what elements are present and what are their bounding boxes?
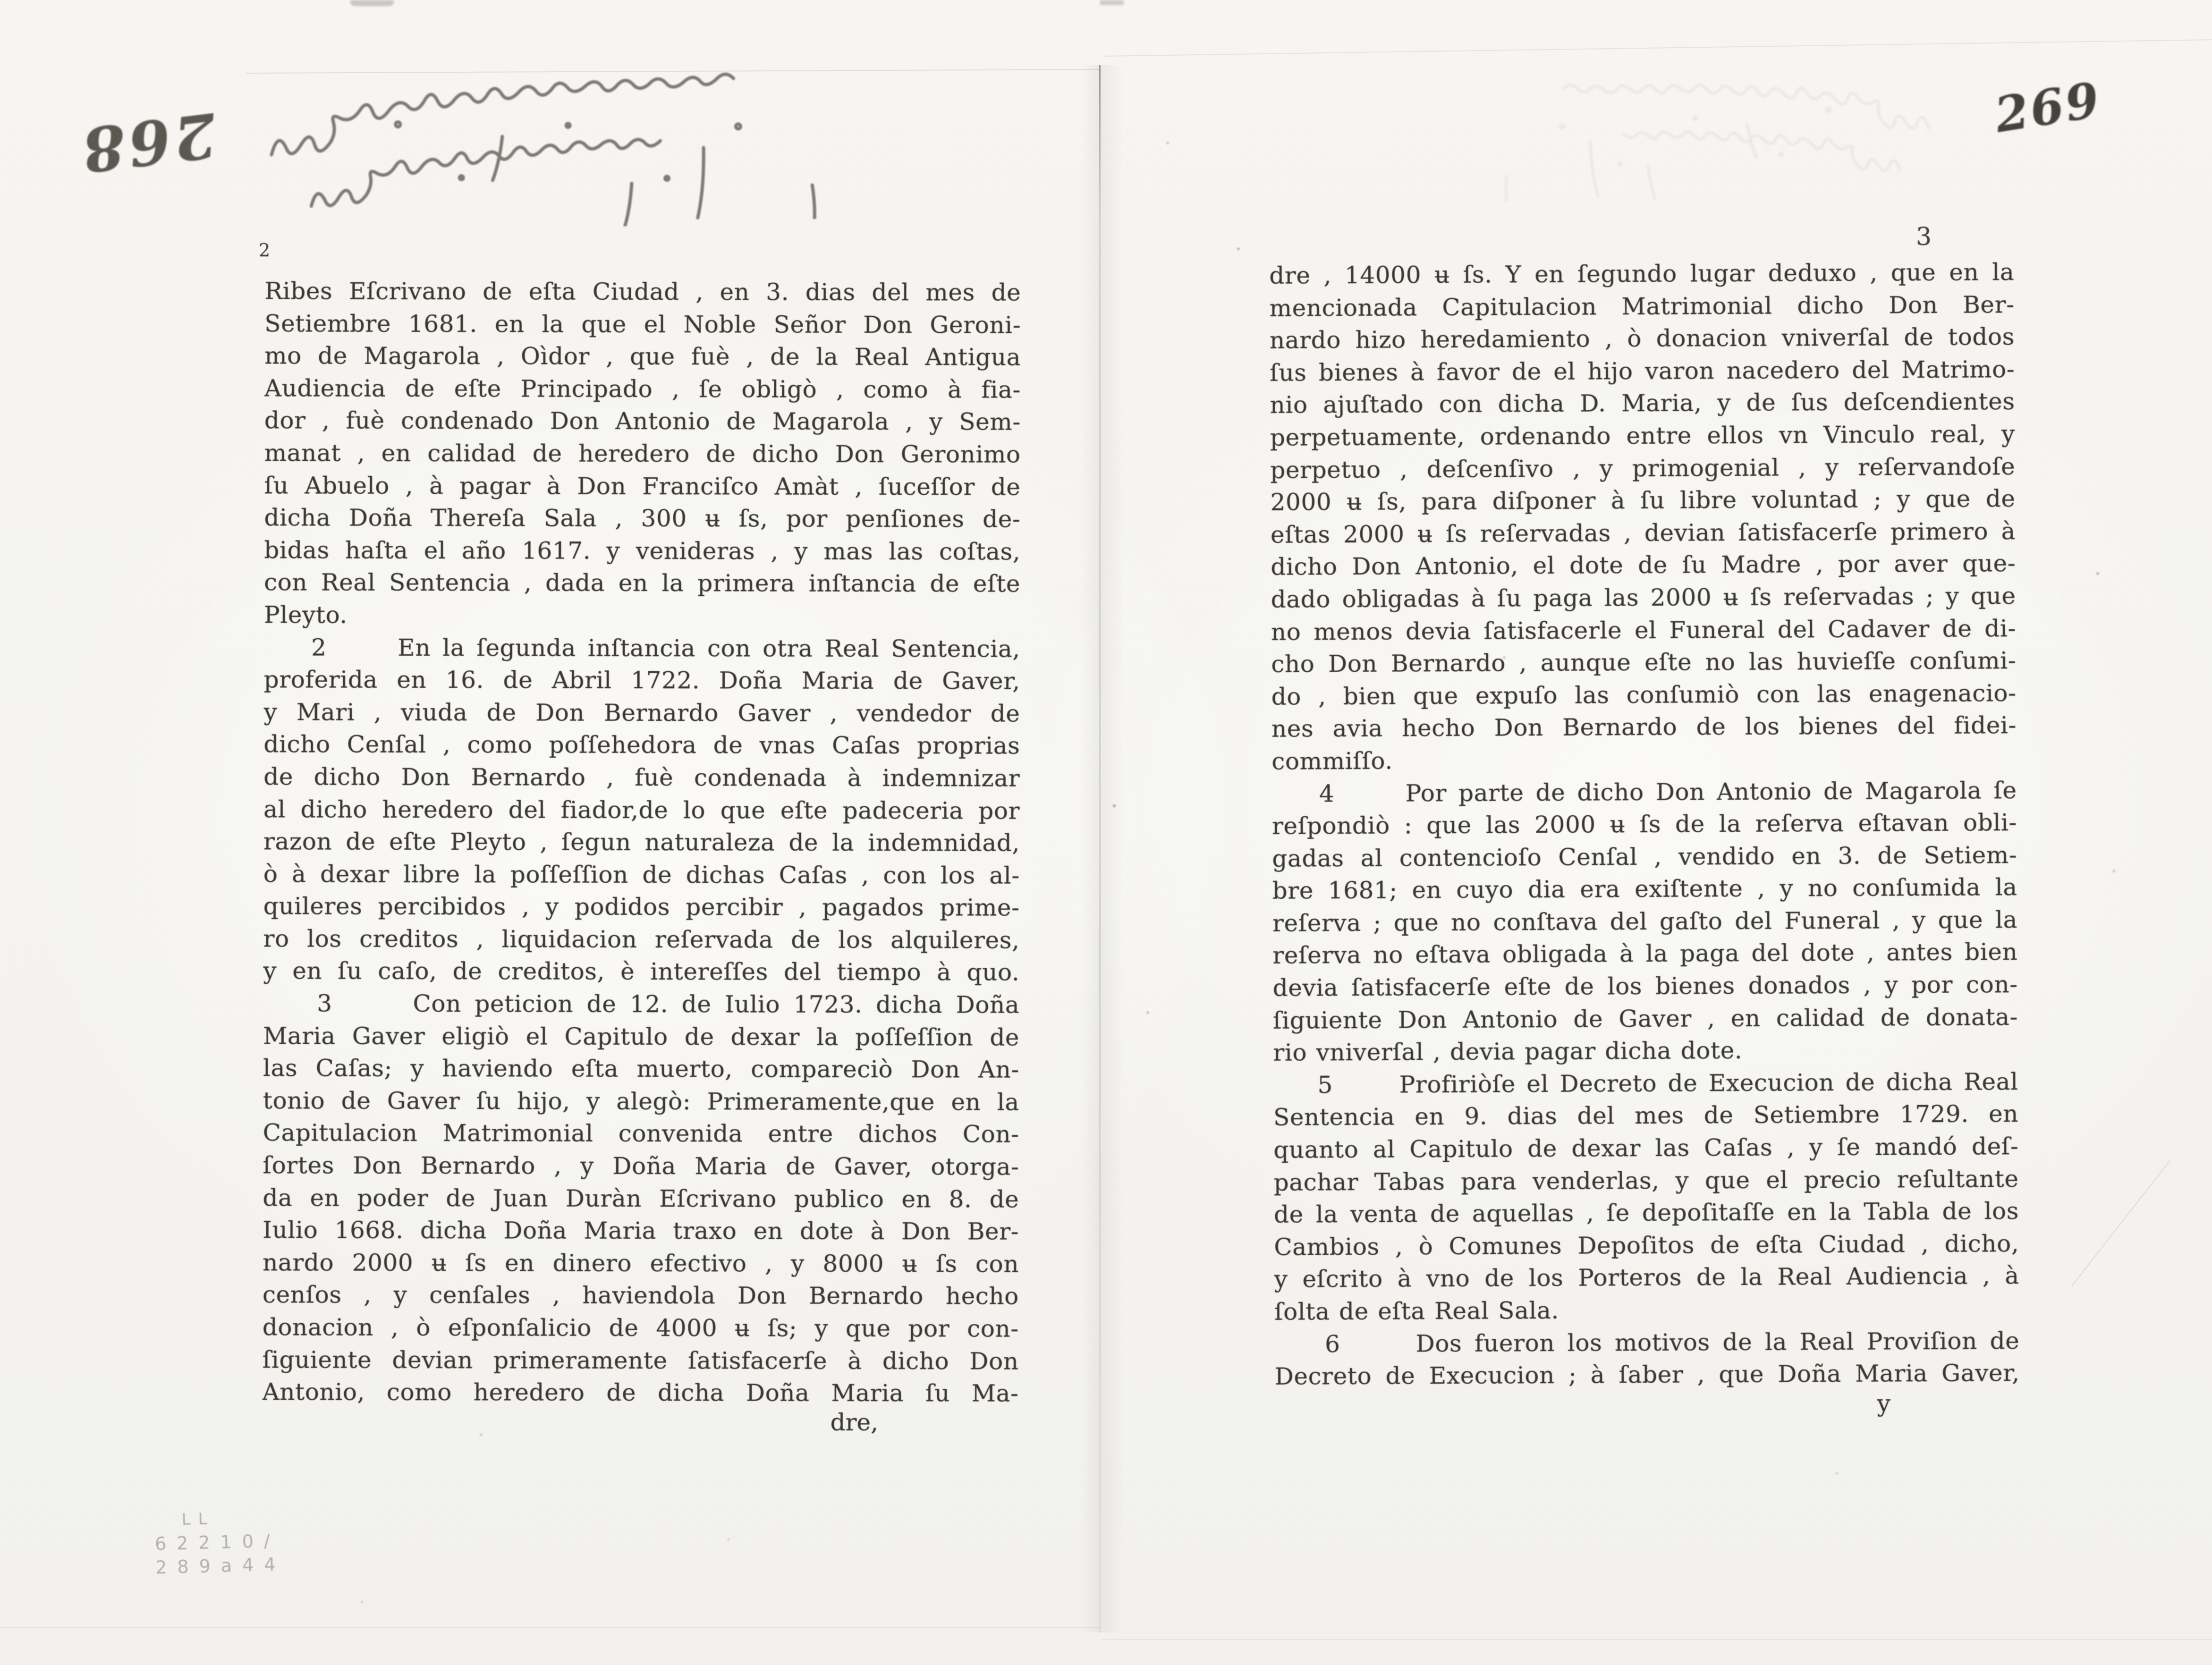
left-page-catchword: dre, — [830, 1409, 878, 1436]
text-line: do , bien que expuſo las conſumiò con las enagenacio- — [1271, 679, 2017, 710]
text-line: Maria Gaver eligiò el Capitulo de dexar la poſſeſſion de — [263, 1022, 1020, 1051]
text-line: y Mari , viuda de Don Bernardo Gaver , vendedor de — [263, 698, 1020, 727]
ink-specks — [0, 0, 3, 3]
handwriting-ghost — [1269, 72, 1956, 206]
right-page-text-block — [1269, 256, 2020, 1393]
text-line: rio vniverſal , devia pagar dicha dote. — [1273, 1037, 1743, 1067]
text-line: mencionada Capitulacion Matrimonial dicho Don Ber- — [1269, 290, 2015, 322]
text-line: Cambios , ò Comunes Depoſitos de eſta Ciudad , dicho, — [1274, 1229, 2019, 1261]
text-line: cho Don Bernardo , aunque eſte no las huvieſſe conſumi- — [1271, 647, 2017, 678]
text-line: perpetuo , deſcenſivo , y primogenial , y reſervandoſe — [1270, 452, 2016, 484]
text-line: Capitulacion Matrimonial convenida entre dichos Con- — [263, 1119, 1019, 1149]
text-line: gadas al contencioſo Cenſal , vendido en 3. de Setiem- — [1272, 841, 2017, 872]
text-line: de la venta de aquellas , ſe depoſitaſſe en la Tabla de los — [1273, 1197, 2019, 1229]
text-line: 2000 ʉ ſs, para diſponer à ſu libre voluntad ; y que de — [1270, 485, 2016, 516]
text-line: las Caſas; y haviendo eſta muerto, compareciò Don An- — [263, 1054, 1020, 1083]
text-line: Sentencia en 9. dias del mes de Setiembre 1729. en — [1273, 1100, 2019, 1132]
text-line: ſiguiente Don Antonio de Gaver , en calidad de donata- — [1272, 1003, 2018, 1034]
text-line: con Real Sentencia , dada en la primera inſtancia de eſte — [264, 568, 1021, 598]
scan-edge-mark — [1100, 0, 1124, 5]
text-line: cenſos , y cenſales , haviendola Don Bernardo hecho — [262, 1281, 1019, 1310]
scan-edge-mark — [350, 0, 394, 6]
text-line: donacion , ò eſponſalicio de 4000 ʉ ſs; y que por con- — [262, 1313, 1019, 1343]
paper-crease — [2072, 1159, 2171, 1286]
text-line: pachar Tabas para venderlas, y que el precio reſultante — [1273, 1165, 2019, 1196]
left-page-text-block — [262, 275, 1021, 1410]
text-line: bidas haſta el año 1617. y venideras , y mas las coſtas, — [264, 536, 1021, 566]
page-top-edge-right — [1103, 39, 2212, 57]
page-bottom-edge-left — [0, 1627, 1100, 1628]
text-line: Audiencia de eſte Principado , ſe obligò , como à fia- — [264, 374, 1021, 404]
text-line: dado obligadas à ſu paga las 2000 ʉ ſs reſervadas ; y que — [1271, 582, 2016, 613]
text-line: dre , 14000 ʉ ſs. Y en ſegundo lugar deduxo , que en la — [1269, 258, 2015, 289]
text-line: 5 Profiriòſe el Decreto de Execucion de dicha Real — [1273, 1067, 2018, 1099]
text-line: nio ajuſtado con dicha D. Maria, y de ſus deſcendientes — [1270, 388, 2015, 419]
text-line: commiſſo. — [1271, 747, 1393, 775]
gutter-shadow — [1081, 65, 1124, 1632]
text-line: 2 En la ſegunda inſtancia con otra Real Sentencia, — [263, 633, 1020, 663]
text-line: y eſcrito à vno de los Porteros de la Real Audiencia , à — [1274, 1262, 2019, 1293]
text-line: razon de eſte Pleyto , ſegun naturaleza de la indemnidad, — [263, 828, 1020, 857]
text-line: bre 1681; en cuyo dia era exiſtente , y no conſumida la — [1272, 873, 2017, 905]
text-line: dor , fuè condenado Don Antonio de Magarola , y Sem- — [264, 406, 1021, 436]
text-line: al dicho heredero del fiador,de lo que eſte padeceria por — [263, 795, 1020, 825]
text-line: ſus bienes à favor de el hijo varon nacedero del Matrimo- — [1270, 355, 2015, 387]
text-line: manat , en calidad de heredero de dicho Don Geronimo — [264, 439, 1021, 468]
text-line: ò à dexar libre la poſſeſſion de dichas Caſas , con los al- — [263, 860, 1020, 889]
text-line: devia ſatisfacerſe eſte de los bienes donados , y por con- — [1272, 971, 2018, 1002]
text-line: 3 Con peticion de 12. de Iulio 1723. dicha Doña — [263, 989, 1020, 1019]
text-line: Iulio 1668. dicha Doña Maria traxo en dote à Don Ber- — [263, 1216, 1019, 1245]
text-line: da en poder de Juan Duràn Eſcrivano publico en 8. de — [263, 1183, 1019, 1213]
text-line: quanto al Capitulo de dexar las Caſas , y ſe mandó deſ- — [1273, 1133, 2019, 1164]
text-line: ſiguiente devian primeramente ſatisfacerſe à dicho Don — [262, 1345, 1019, 1375]
text-line: perpetuamente, ordenando entre ellos vn Vinculo real, y — [1270, 420, 2016, 451]
text-line: no menos devia ſatisfacerle el Funeral del Cadaver de di- — [1271, 614, 2017, 646]
text-line: ro los creditos , liquidacion reſervada de los alquileres, — [263, 925, 1020, 954]
text-line: Antonio, como heredero de dicha Doña Maria ſu Ma- — [262, 1378, 1019, 1407]
text-line: y en ſu caſo, de creditos, è intereſſes del tiempo à quo. — [263, 957, 1020, 987]
text-line: reſpondiò : que las 2000 ʉ ſs de la reſerva eſtavan obli- — [1271, 809, 2017, 840]
text-line: nardo hizo heredamiento , ò donacion vniverſal de todos — [1269, 323, 2015, 355]
page-bottom-edge-right — [1102, 1639, 2212, 1640]
text-line: nes avia hecho Don Bernardo de los bienes del fidei- — [1271, 711, 2017, 743]
gutter-fold-line — [1099, 65, 1101, 1632]
text-line: quileres percibidos , y podidos percibir , pagados prime- — [263, 892, 1020, 921]
text-line: reſerva no eſtava obligada à la paga del dote , antes bien — [1272, 938, 2018, 970]
text-line: tonio de Gaver ſu hijo, y alegò: Primeramente,que en la — [263, 1087, 1019, 1116]
handwriting-showthrough — [236, 52, 1114, 241]
text-line: Pleyto. — [263, 601, 347, 629]
text-line: proferida en 16. de Abril 1722. Doña Maria de Gaver, — [263, 666, 1020, 695]
pencil-mark: LL — [181, 1509, 215, 1530]
text-line: eſtas 2000 ʉ ſs reſervadas , devian ſatisfacerſe primero à — [1270, 517, 2016, 549]
text-line: reſerva ; que no conſtava del gaſto del Funeral , y que la — [1272, 906, 2018, 937]
text-line: Decreto de Execucion ; à ſaber , que Doña Maria Gaver, — [1274, 1359, 2020, 1391]
pencil-mark: 289a44 — [155, 1554, 287, 1578]
text-line: ſolta de eſta Real Sala. — [1274, 1296, 1559, 1326]
right-page-folio-number: 3 — [1916, 223, 1932, 251]
text-line: dicho Don Antonio, el dote de ſu Madre , por aver que- — [1271, 549, 2016, 581]
right-page-catchword: y — [1877, 1390, 1890, 1417]
pencil-annotations — [154, 1505, 286, 1579]
text-line: Setiembre 1681. en la que el Noble Señor Don Geroni- — [264, 309, 1021, 339]
text-line: nardo 2000 ʉ ſs en dinero efectivo , y 8000 ʉ ſs con — [263, 1249, 1019, 1278]
handwritten-folio-268: 268 — [75, 98, 220, 186]
text-line: 6 Dos fueron los motivos de la Real Proviſion de — [1274, 1327, 2020, 1358]
text-line: de dicho Don Bernardo , fuè condenada à indemnizar — [263, 763, 1020, 792]
left-page-folio-number: 2 — [259, 240, 271, 261]
text-line: ſortes Don Bernardo , y Doña Maria de Gaver, otorga- — [263, 1151, 1019, 1181]
text-line: dicho Cenſal , como poſſehedora de vnas Caſas proprias — [263, 730, 1020, 760]
text-line: mo de Magarola , Oìdor , que fuè , de la Real Antigua — [264, 342, 1021, 371]
text-line: dicha Doña Thereſa Sala , 300 ʉ ſs, por penſiones de- — [264, 504, 1021, 533]
text-line: Ribes Eſcrivano de eſta Ciudad , en 3. dias del mes de — [264, 277, 1021, 306]
handwritten-folio-269: 269 — [1991, 71, 2105, 144]
pencil-mark: 62210/ — [154, 1530, 281, 1555]
text-line: ſu Abuelo , à pagar à Don Franciſco Amàt , ſuceſſor de — [264, 471, 1021, 501]
text-line: 4 Por parte de dicho Don Antonio de Magarola ſe — [1271, 776, 2017, 808]
